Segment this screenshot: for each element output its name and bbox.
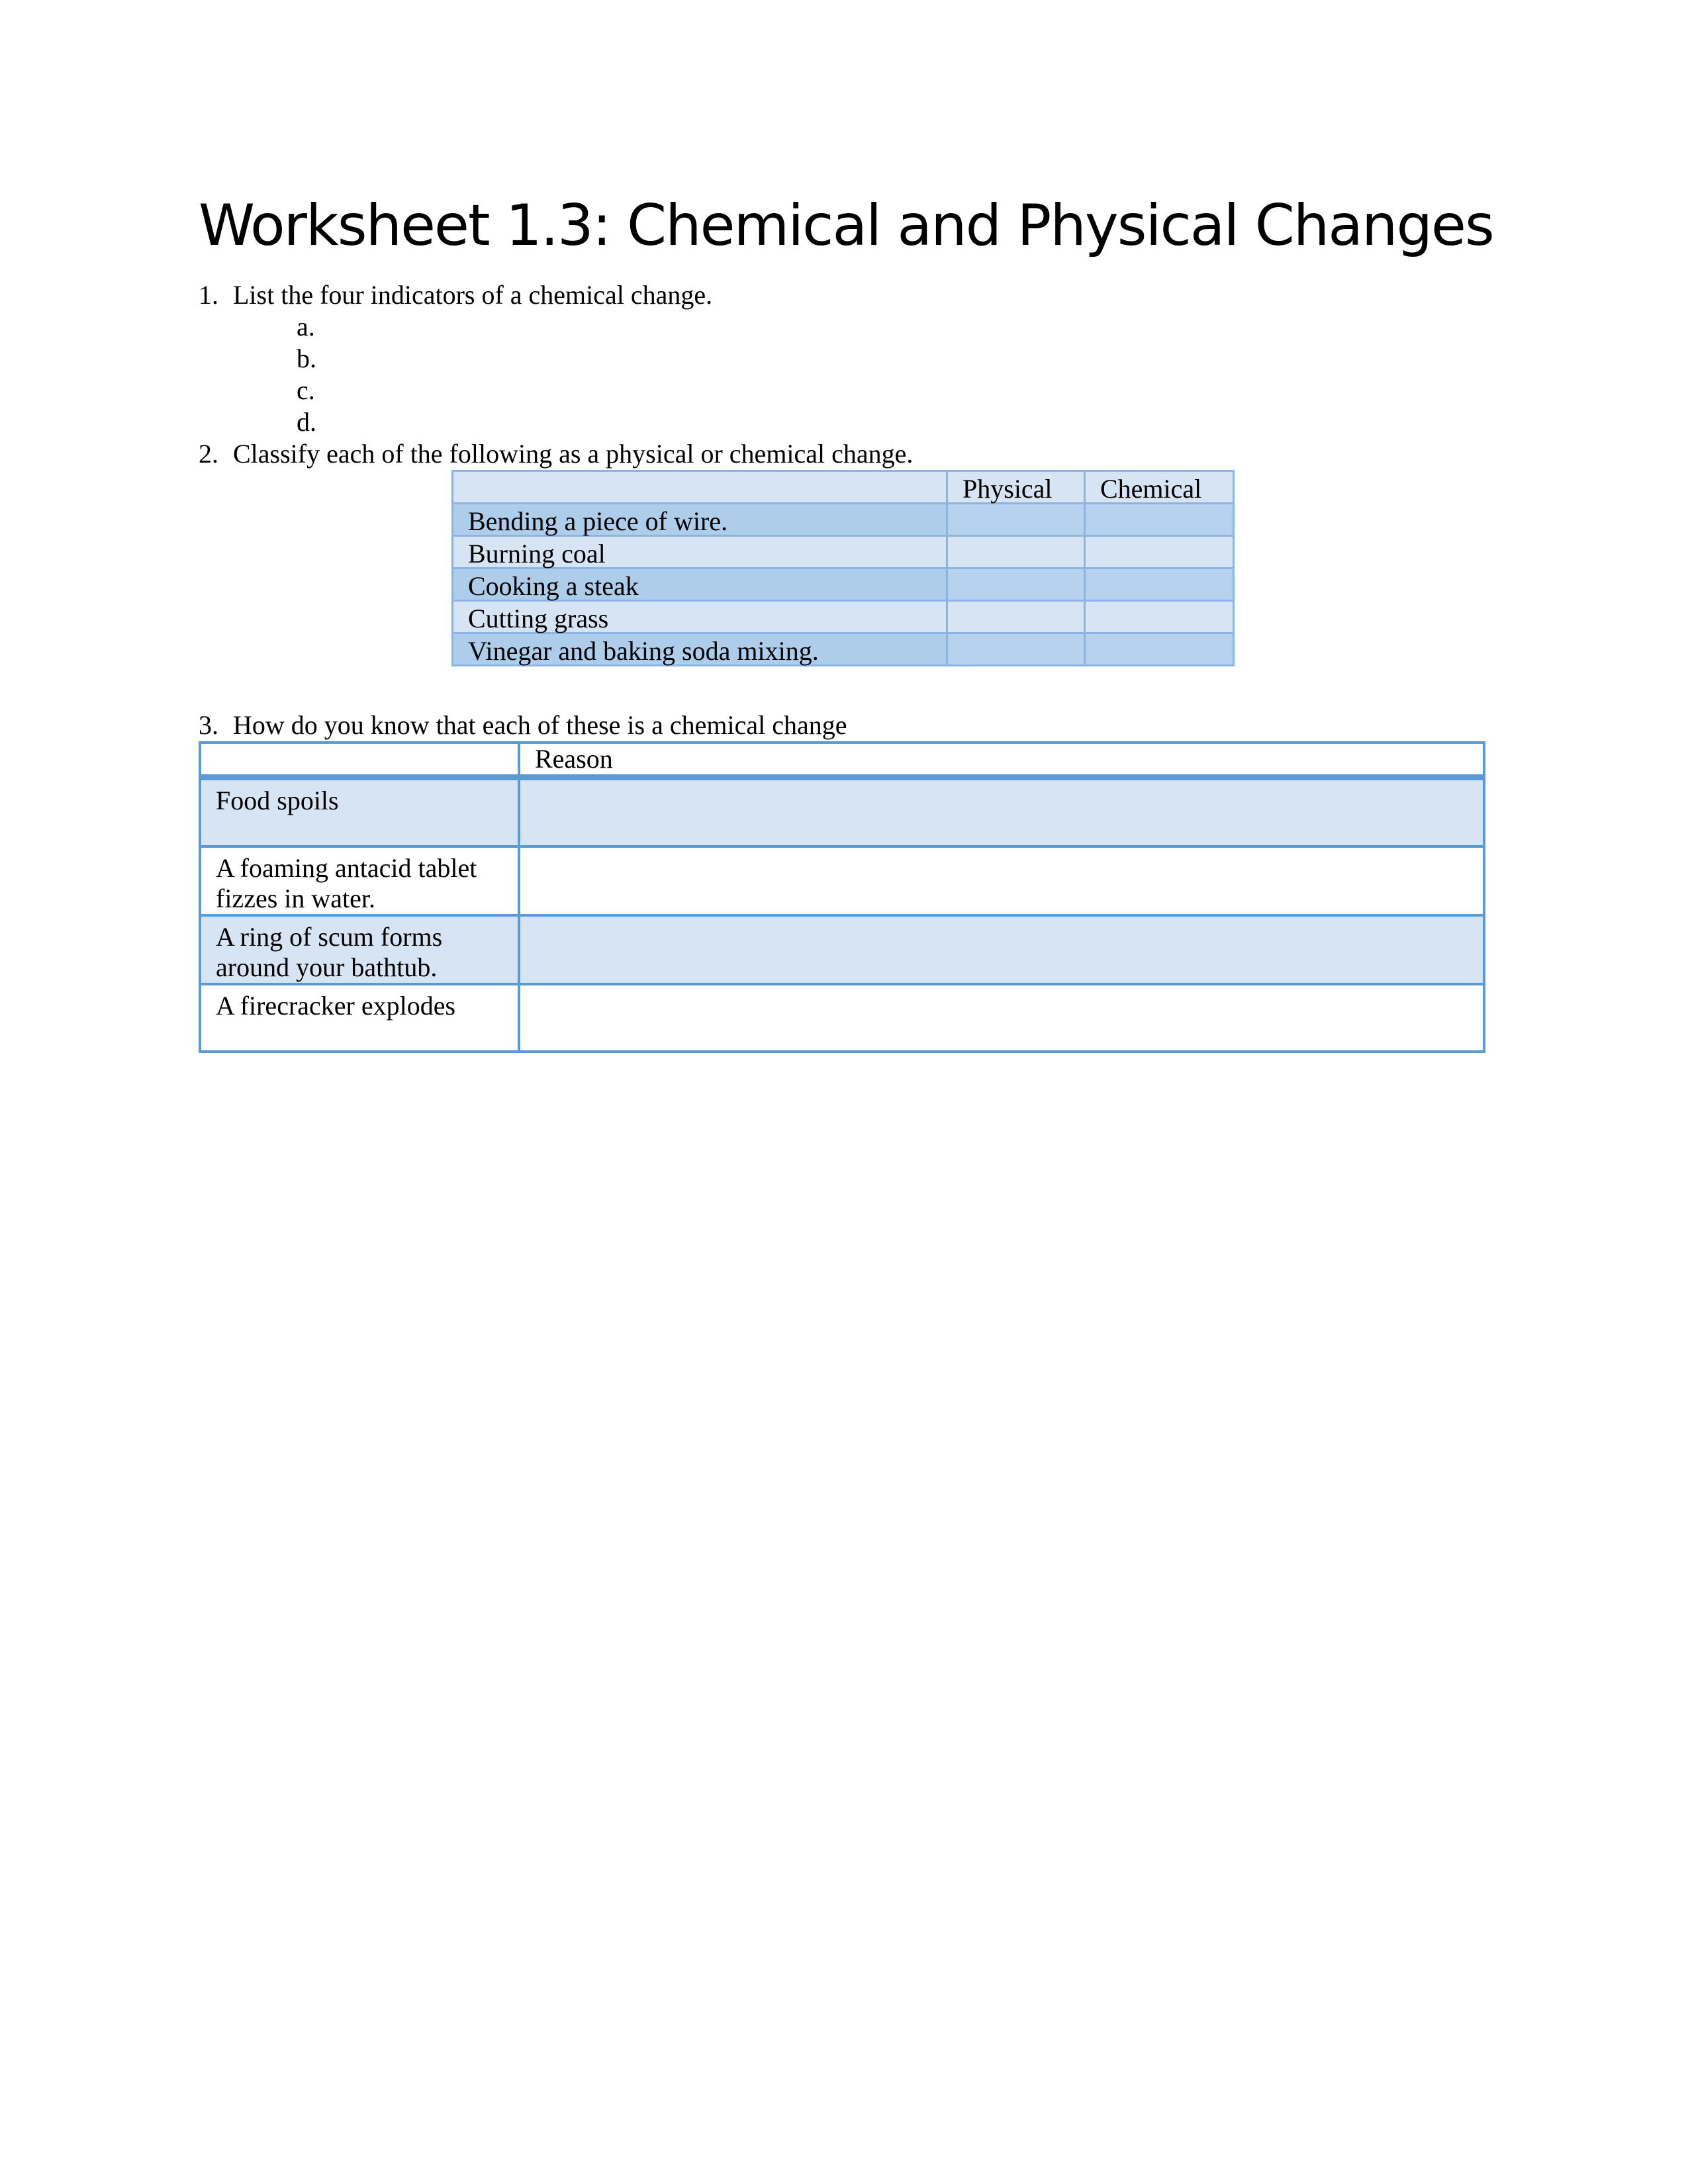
question-2 — [199, 441, 913, 467]
table-row — [453, 569, 1234, 601]
table-row — [200, 778, 1484, 847]
table-row — [200, 984, 1484, 1052]
table-row — [453, 633, 1234, 666]
question-number: 2. — [199, 439, 218, 469]
chemical-answer-cell[interactable] — [1085, 504, 1234, 536]
question-text: Classify each of the following as a physical or chemical change. — [233, 439, 914, 469]
change-label: Vinegar and baking soda mixing. — [453, 633, 947, 666]
physical-answer-cell[interactable] — [947, 601, 1085, 633]
reason-answer-cell[interactable] — [519, 846, 1484, 915]
answer-label-b: b. — [297, 343, 316, 373]
answer-label-d: d. — [297, 407, 316, 437]
physical-answer-cell[interactable] — [947, 504, 1085, 536]
change-label: Burning coal — [453, 536, 947, 569]
example-label-line: A ring of scum forms — [216, 922, 443, 952]
worksheet-title: Worksheet 1.3: Chemical and Physical Changes — [199, 193, 1493, 259]
change-label: Cooking a steak — [453, 569, 947, 601]
table-row — [200, 915, 1484, 984]
example-label-line: A firecracker explodes — [216, 991, 456, 1021]
question-number: 3. — [199, 710, 218, 740]
table-row — [453, 504, 1234, 536]
example-label-line: around your bathtub. — [216, 952, 438, 982]
table-header-row — [200, 743, 1484, 778]
table-row — [453, 601, 1234, 633]
chemical-answer-cell[interactable] — [1085, 536, 1234, 569]
physical-answer-cell[interactable] — [947, 536, 1085, 569]
example-label-line: A foaming antacid tablet — [216, 853, 477, 883]
header-cell-blank — [453, 471, 947, 504]
chemical-answer-cell[interactable] — [1085, 569, 1234, 601]
change-label: Cutting grass — [453, 601, 947, 633]
chemical-answer-cell[interactable] — [1085, 601, 1234, 633]
question-3 — [199, 712, 847, 739]
answer-label-c: c. — [297, 375, 315, 405]
answer-label-a: a. — [297, 312, 315, 341]
header-cell-blank — [200, 743, 519, 778]
table-header-row — [453, 471, 1234, 504]
example-label — [200, 778, 519, 847]
example-label-line: Food spoils — [216, 786, 339, 815]
example-label — [200, 984, 519, 1052]
reason-answer-cell[interactable] — [519, 984, 1484, 1052]
example-label — [200, 915, 519, 984]
example-label — [200, 846, 519, 915]
chemical-answer-cell[interactable] — [1085, 633, 1234, 666]
table-row — [453, 536, 1234, 569]
reason-table — [199, 741, 1485, 1053]
question-1 — [199, 282, 712, 308]
question-text: List the four indicators of a chemical change. — [233, 280, 713, 310]
table-row — [200, 846, 1484, 915]
question-text: How do you know that each of these is a chemical change — [233, 710, 847, 740]
reason-answer-cell[interactable] — [519, 915, 1484, 984]
header-physical: Physical — [947, 471, 1085, 504]
physical-answer-cell[interactable] — [947, 569, 1085, 601]
header-chemical: Chemical — [1085, 471, 1234, 504]
classification-table — [451, 470, 1235, 666]
header-reason: Reason — [519, 743, 1484, 778]
change-label: Bending a piece of wire. — [453, 504, 947, 536]
reason-answer-cell[interactable] — [519, 778, 1484, 847]
physical-answer-cell[interactable] — [947, 633, 1085, 666]
question-number: 1. — [199, 280, 218, 310]
example-label-line: fizzes in water. — [216, 884, 375, 913]
